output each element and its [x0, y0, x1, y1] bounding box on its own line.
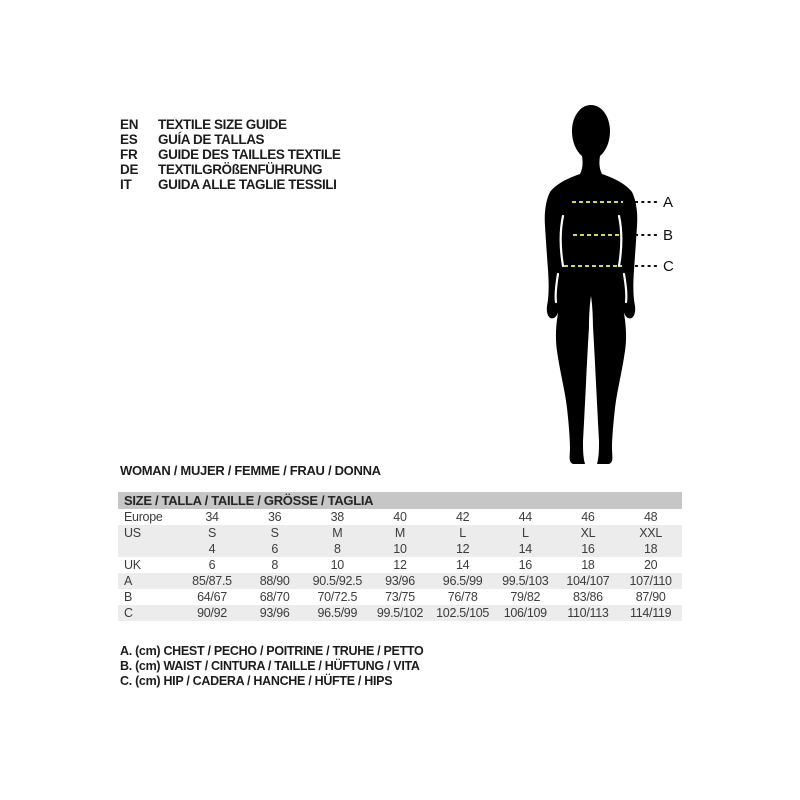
size-cell: 90/92: [181, 605, 244, 621]
language-code: EN: [120, 117, 139, 132]
size-cell: 104/107: [557, 573, 620, 589]
size-cell: 99.5/102: [369, 605, 432, 621]
size-cell: 93/96: [369, 573, 432, 589]
size-cell: XXL: [619, 525, 682, 541]
size-cell: 12: [393, 558, 407, 572]
language-label: TEXTILGRÖßENFÜHRUNG: [158, 162, 323, 177]
size-cell: 18: [619, 541, 682, 557]
language-code: DE: [120, 162, 139, 177]
table-group-title: WOMAN / MUJER / FEMME / FRAU / DONNA: [120, 463, 381, 478]
row-label: US: [118, 525, 181, 541]
size-cell: 38: [330, 510, 344, 524]
woman-silhouette: [545, 105, 638, 464]
size-cell: 96.5/99: [306, 605, 369, 621]
size-cell: 83/86: [573, 590, 603, 604]
table-row-us: [118, 525, 682, 541]
size-cell: 76/78: [447, 590, 478, 604]
size-cell: 14: [455, 558, 470, 572]
language-list: [120, 117, 341, 192]
size-cell: 106/109: [494, 605, 557, 621]
size-cell: 88/90: [243, 573, 306, 589]
size-cell: M: [369, 525, 432, 541]
size-cell: S: [243, 525, 306, 541]
size-cell: L: [494, 525, 557, 541]
size-cell: 34: [205, 510, 219, 524]
size-cell: XL: [557, 525, 620, 541]
language-row-de: [120, 162, 341, 177]
row-label: B: [124, 590, 133, 604]
size-cell: 48: [643, 510, 658, 524]
language-code: IT: [120, 177, 132, 192]
row-label: Europe: [124, 510, 163, 524]
size-cell: 16: [557, 541, 620, 557]
size-cell: 87/90: [635, 590, 666, 604]
measurement-note-a: A. (cm) CHEST / PECHO / POITRINE / TRUHE / PETTO: [120, 644, 424, 658]
table-row-a: [118, 573, 682, 589]
size-cell: 73/75: [385, 590, 415, 604]
size-cell: 20: [643, 558, 658, 572]
measurement-note-b: B. (cm) WAIST / CINTURA / TAILLE / HÜFTUNG / VITA: [120, 659, 420, 673]
size-cell: 68/70: [259, 590, 290, 604]
size-table-header-row: [118, 492, 682, 509]
language-label: GUIDE DES TAILLES TEXTILE: [158, 147, 341, 162]
language-row-es: [120, 132, 341, 147]
measurement-label: B: [663, 227, 674, 244]
size-cell: 12: [431, 541, 494, 557]
language-code: FR: [120, 147, 138, 162]
table-row-uk: [118, 557, 682, 573]
row-label: [118, 541, 181, 557]
measurement-notes: [120, 644, 423, 689]
language-row-en: [120, 117, 341, 132]
size-cell: 64/67: [197, 590, 227, 604]
size-cell: S: [181, 525, 244, 541]
size-cell: 79/82: [510, 590, 541, 604]
size-cell: 36: [267, 510, 282, 524]
language-row-fr: [120, 147, 341, 162]
row-label: C: [118, 605, 181, 621]
woman-figure: [520, 90, 700, 490]
size-cell: L: [431, 525, 494, 541]
measurement-label: C: [663, 258, 674, 275]
size-cell: 18: [581, 558, 595, 572]
size-cell: 107/110: [619, 573, 682, 589]
size-cell: 46: [581, 510, 595, 524]
measurement-note-c: C. (cm) HIP / CADERA / HANCHE / HÜFTE / HIPS: [120, 674, 393, 688]
size-cell: 16: [518, 558, 532, 572]
size-table: [118, 492, 682, 621]
size-cell: 99.5/103: [494, 573, 557, 589]
size-cell: 42: [455, 510, 470, 524]
language-label: GUÍA DE TALLAS: [158, 132, 265, 147]
size-cell: 10: [369, 541, 432, 557]
size-cell: 93/96: [243, 605, 306, 621]
size-cell: 102.5/105: [431, 605, 494, 621]
size-cell: 90.5/92.5: [306, 573, 369, 589]
size-cell: 110/113: [557, 605, 620, 621]
size-cell: 4: [181, 541, 244, 557]
table-row-b: [118, 589, 682, 605]
table-row-us-numeric: [118, 541, 682, 557]
language-label: GUIDA ALLE TAGLIE TESSILI: [158, 177, 337, 192]
measurement-label: A: [663, 194, 674, 211]
size-cell: 8: [271, 558, 278, 572]
table-row-c: [118, 605, 682, 621]
size-cell: 96.5/99: [431, 573, 494, 589]
row-label: A: [118, 573, 181, 589]
language-label: TEXTILE SIZE GUIDE: [158, 117, 287, 132]
size-cell: 6: [208, 558, 216, 572]
woman-silhouette-svg: [520, 90, 700, 490]
size-cell: 10: [330, 558, 344, 572]
size-cell: 6: [243, 541, 306, 557]
size-cell: 70/72.5: [317, 590, 358, 604]
size-table-header: SIZE / TALLA / TAILLE / GRÖSSE / TAGLIA: [118, 492, 682, 509]
language-row-it: [120, 177, 341, 192]
size-cell: 114/119: [619, 605, 682, 621]
table-row-europe: [118, 509, 682, 525]
size-cell: 40: [393, 510, 407, 524]
size-cell: M: [306, 525, 369, 541]
row-label: UK: [124, 558, 141, 572]
size-cell: 14: [494, 541, 557, 557]
size-cell: 44: [518, 510, 532, 524]
language-code: ES: [120, 132, 138, 147]
size-cell: 85/87.5: [181, 573, 244, 589]
size-cell: 8: [306, 541, 369, 557]
